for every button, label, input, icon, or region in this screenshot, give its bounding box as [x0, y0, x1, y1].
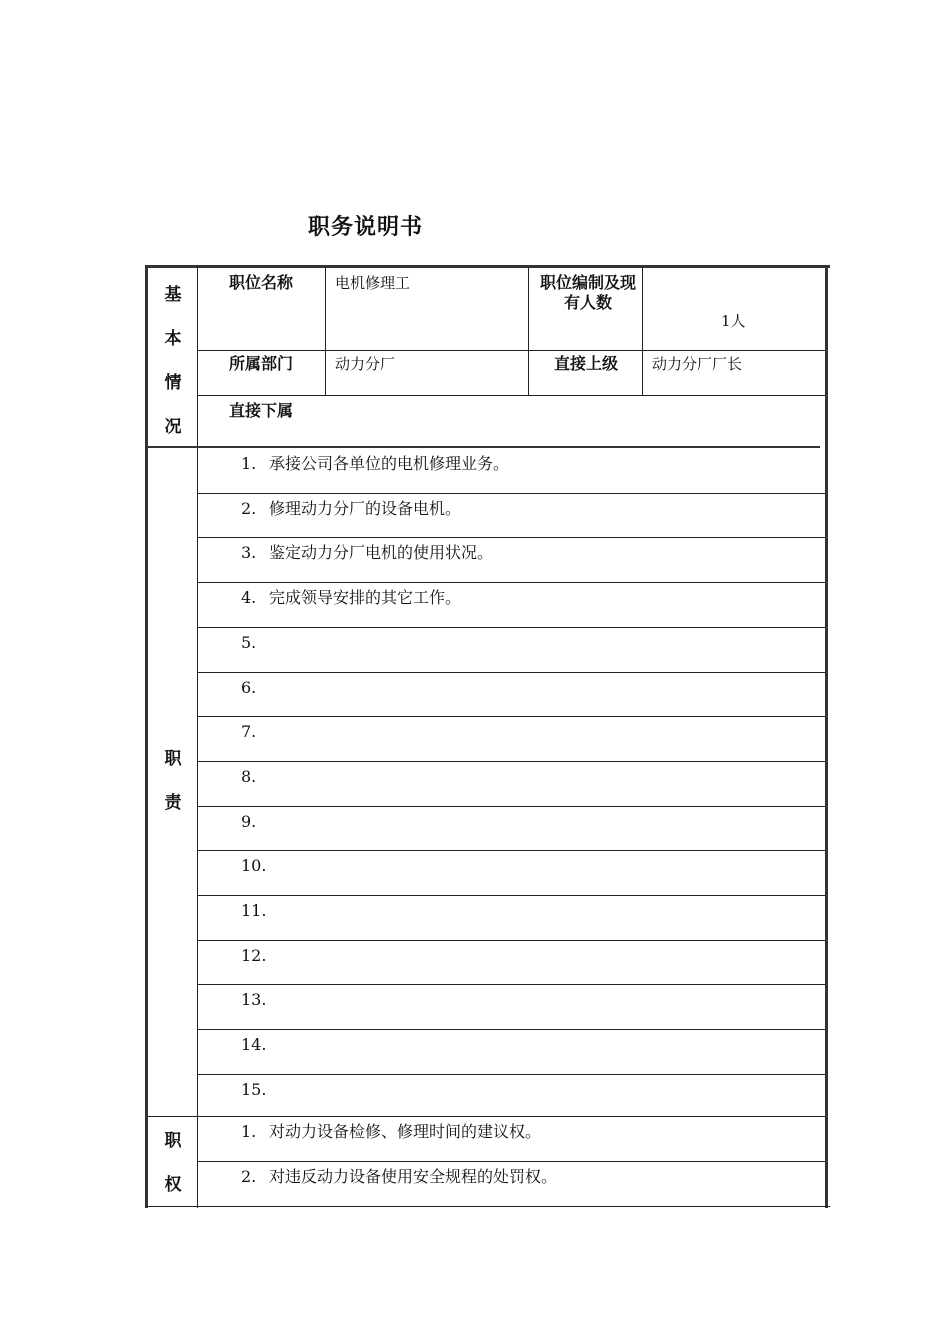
- table-bottom-border: [145, 1206, 830, 1207]
- basic-divider-1: [325, 268, 326, 395]
- list-item: [241, 499, 461, 519]
- document-title: 职务说明书: [308, 215, 424, 240]
- item-text: 对动力设备检修、修理时间的建议权。: [269, 1122, 542, 1141]
- job-description-table: [145, 265, 830, 1208]
- basic-section-label: 基 本 情 况: [164, 285, 182, 437]
- item-text: 修理动力分厂的设备电机。: [269, 498, 462, 518]
- item-number: 5.: [241, 632, 257, 652]
- item-number: 10.: [241, 856, 267, 876]
- table-left-border: [145, 265, 148, 1208]
- row-separator: [197, 984, 825, 985]
- table-top-border: [145, 265, 830, 268]
- supervisor-label: 直接上级: [554, 354, 619, 373]
- authority-section-top: [148, 1116, 825, 1117]
- subordinate-label: 直接下属: [229, 401, 294, 420]
- basic-row-line-2: [197, 395, 825, 396]
- item-number: 4.: [241, 588, 257, 608]
- item-number: 7.: [241, 722, 257, 742]
- list-item: [241, 588, 461, 608]
- row-separator: [197, 1074, 825, 1075]
- item-text: 承接公司各单位的电机修理业务。: [269, 454, 510, 473]
- item-number: 2.: [241, 1166, 257, 1186]
- row-separator: [197, 627, 825, 628]
- supervisor-value: 动力分厂厂长: [652, 355, 743, 373]
- department-label: 所属部门: [229, 354, 294, 373]
- row-separator: [197, 806, 825, 807]
- row-separator: [197, 850, 825, 851]
- list-item: [241, 1167, 557, 1187]
- row-separator: [197, 582, 825, 583]
- row-separator: [197, 940, 825, 941]
- list-item: [241, 633, 269, 653]
- headcount-value: 1人: [721, 312, 746, 330]
- list-item: [241, 678, 269, 698]
- item-number: 9.: [241, 811, 257, 831]
- item-number: 8.: [241, 766, 257, 786]
- item-number: 3.: [241, 543, 257, 563]
- item-text: 鉴定动力分厂电机的使用状况。: [269, 543, 494, 563]
- department-value: 动力分厂: [335, 355, 396, 373]
- position-name-label: 职位名称: [229, 273, 294, 292]
- position-name-value: 电机修理工: [335, 274, 411, 292]
- item-number: 15.: [241, 1079, 267, 1099]
- list-item: [241, 990, 269, 1010]
- authority-section-label: 职 权: [164, 1131, 182, 1195]
- headcount-label: 职位编制及现有人数: [539, 273, 636, 312]
- row-separator: [197, 1029, 825, 1030]
- list-item: [241, 543, 493, 563]
- list-item: [241, 454, 509, 474]
- list-item: [241, 856, 269, 876]
- row-separator: [197, 672, 825, 673]
- item-number: 1.: [241, 454, 257, 473]
- basic-divider-3: [642, 268, 643, 395]
- item-text: 完成领导安排的其它工作。: [269, 588, 462, 608]
- basic-section-bottom: [145, 446, 820, 448]
- item-text: 对违反动力设备使用安全规程的处罚权。: [269, 1166, 558, 1186]
- list-item: [241, 812, 269, 832]
- item-number: 11.: [241, 901, 267, 920]
- list-item: [241, 1035, 269, 1055]
- list-item: [241, 722, 269, 742]
- row-separator: [197, 716, 825, 717]
- basic-divider-2: [528, 268, 529, 395]
- item-number: 12.: [241, 945, 267, 965]
- list-item: [241, 901, 269, 921]
- row-separator: [197, 1161, 825, 1162]
- row-separator: [197, 493, 825, 494]
- item-number: 14.: [241, 1035, 267, 1055]
- list-item: [241, 767, 269, 787]
- row-separator: [197, 895, 825, 896]
- item-number: 1.: [241, 1122, 257, 1141]
- list-item: [241, 1122, 541, 1142]
- side-column-divider: [197, 265, 198, 1208]
- item-number: 6.: [241, 677, 257, 697]
- list-item: [241, 1080, 269, 1100]
- item-number: 13.: [241, 990, 267, 1010]
- basic-row-line-1: [197, 350, 825, 351]
- row-separator: [197, 761, 825, 762]
- row-separator: [197, 537, 825, 538]
- duties-section-label: 职 责: [164, 749, 182, 813]
- item-number: 2.: [241, 498, 257, 518]
- table-right-border: [825, 265, 828, 1208]
- list-item: [241, 946, 269, 966]
